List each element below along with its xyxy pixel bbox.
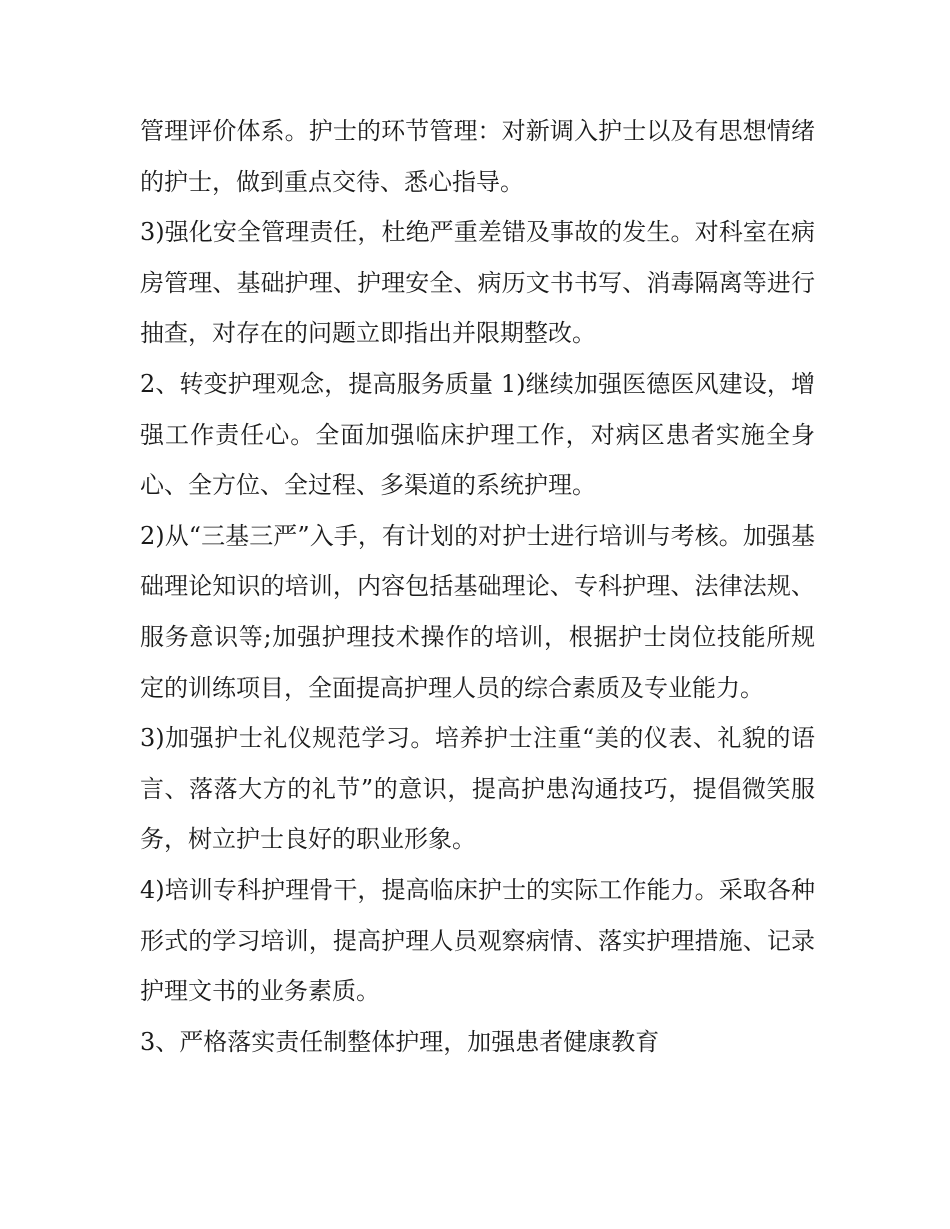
paragraph-safety-management: 3)强化安全管理责任，杜绝严重差错及事故的发生。对科室在病房管理、基础护理、护理安全、病历文书书写、消毒隔离等进行抽查，对存在的问题立即指出并限期整改。 — [140, 218, 815, 348]
paragraph-etiquette: 3)加强护士礼仪规范学习。培养护士注重“美的仪表、礼貌的语言、落落大方的礼节”的意识，提高护患沟通技巧，提倡微笑服务，树立护士良好的职业形象。 — [140, 724, 815, 854]
paragraph-specialist-training: 4)培训专科护理骨干，提高临床护士的实际工作能力。采取各种形式的学习培训，提高护理人员观察病情、落实护理措施、记录护理文书的业务素质。 — [140, 875, 815, 1006]
paragraph-training-assessment: 2)从“三基三严”入手，有计划的对护士进行培训与考核。加强基础理论知识的培训，内容包括基础理论、专科护理、法律法规、服务意识等;加强护理技术操作的培训，根据护士岗位技能所规定的训练项目，全面提高护理人员的综合素质及专业能力。 — [140, 521, 815, 702]
paragraph-responsibility-system: 3、严格落实责任制整体护理，加强患者健康教育 — [140, 1027, 660, 1056]
paragraph-nursing-concept: 2、转变护理观念，提高服务质量 1)继续加强医德医风建设，增强工作责任心。全面加强临床护理工作，对病区患者实施全身心、全方位、全过程、多渠道的系统护理。 — [140, 369, 815, 500]
paragraph-evaluation-system: 管理评价体系。护士的环节管理：对新调入护士以及有思想情绪的护士，做到重点交待、悉心指导。 — [140, 117, 815, 196]
document-body — [140, 106, 815, 1067]
